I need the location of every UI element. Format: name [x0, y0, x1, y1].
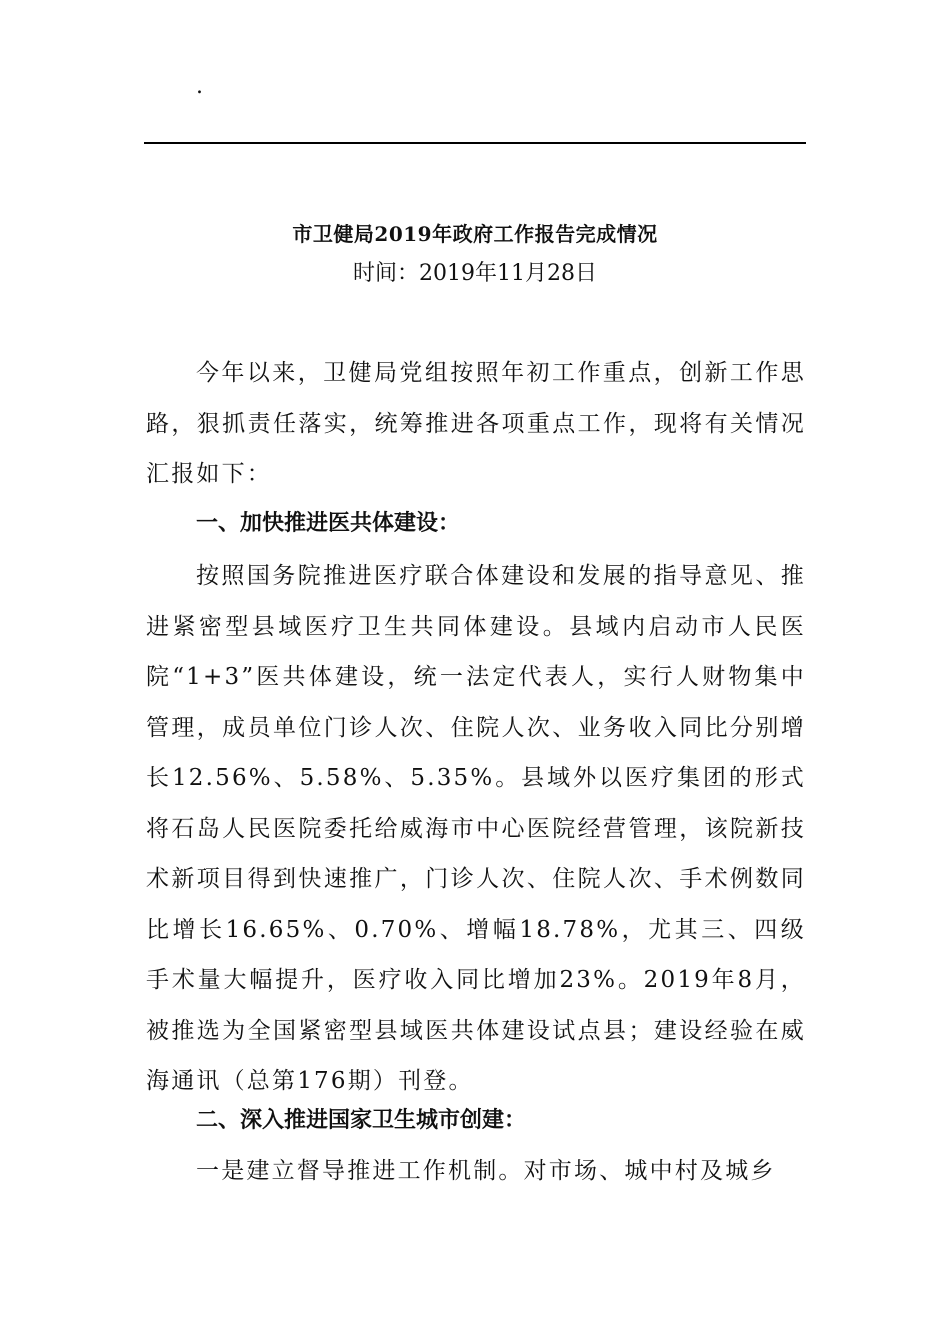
header-divider [144, 142, 806, 144]
section-2-body: 一是建立督导推进工作机制。对市场、城中村及城乡 [196, 1158, 776, 1184]
document-title: 市卫健局2019年政府工作报告完成情况 [292, 222, 658, 247]
section-2-heading: 二、深入推进国家卫生城市创建： [196, 1108, 527, 1133]
document-date: 时间：2019年11月28日 [353, 261, 597, 286]
section-1-body: 按照国务院推进医疗联合体建设和发展的指导意见、推进紧密型县域医疗卫生共同体建设。县域内启动市人民医院“1+3”医共体建设，统一法定代表人，实行人财物集中管理，成员单位门诊人次、住院人次、业务收入同比分别增长12.56%、5.58%、5.35%。县域外以医疗集团的形式将石岛人民医院委托给威海市中心医院经营管理，该院新技术新项目得到快速推广，门诊人次、住院人次、手术例数同比增长16.65%、0.70%、增幅18.78%，尤其三、四级手术量大幅提升，医疗收入同比增加23%。2019年8月，被推选为全国紧密型县域医共体建设试点县；建设经验在威海通讯（总第176期）刊登。 [146, 563, 806, 1094]
section-1-heading: 一、加快推进医共体建设： [196, 511, 461, 536]
intro-paragraph: 今年以来，卫健局党组按照年初工作重点，创新工作思路，狠抓责任落实，统筹推进各项重点工作，现将有关情况汇报如下： [146, 360, 806, 487]
header-mark: . [196, 74, 203, 99]
